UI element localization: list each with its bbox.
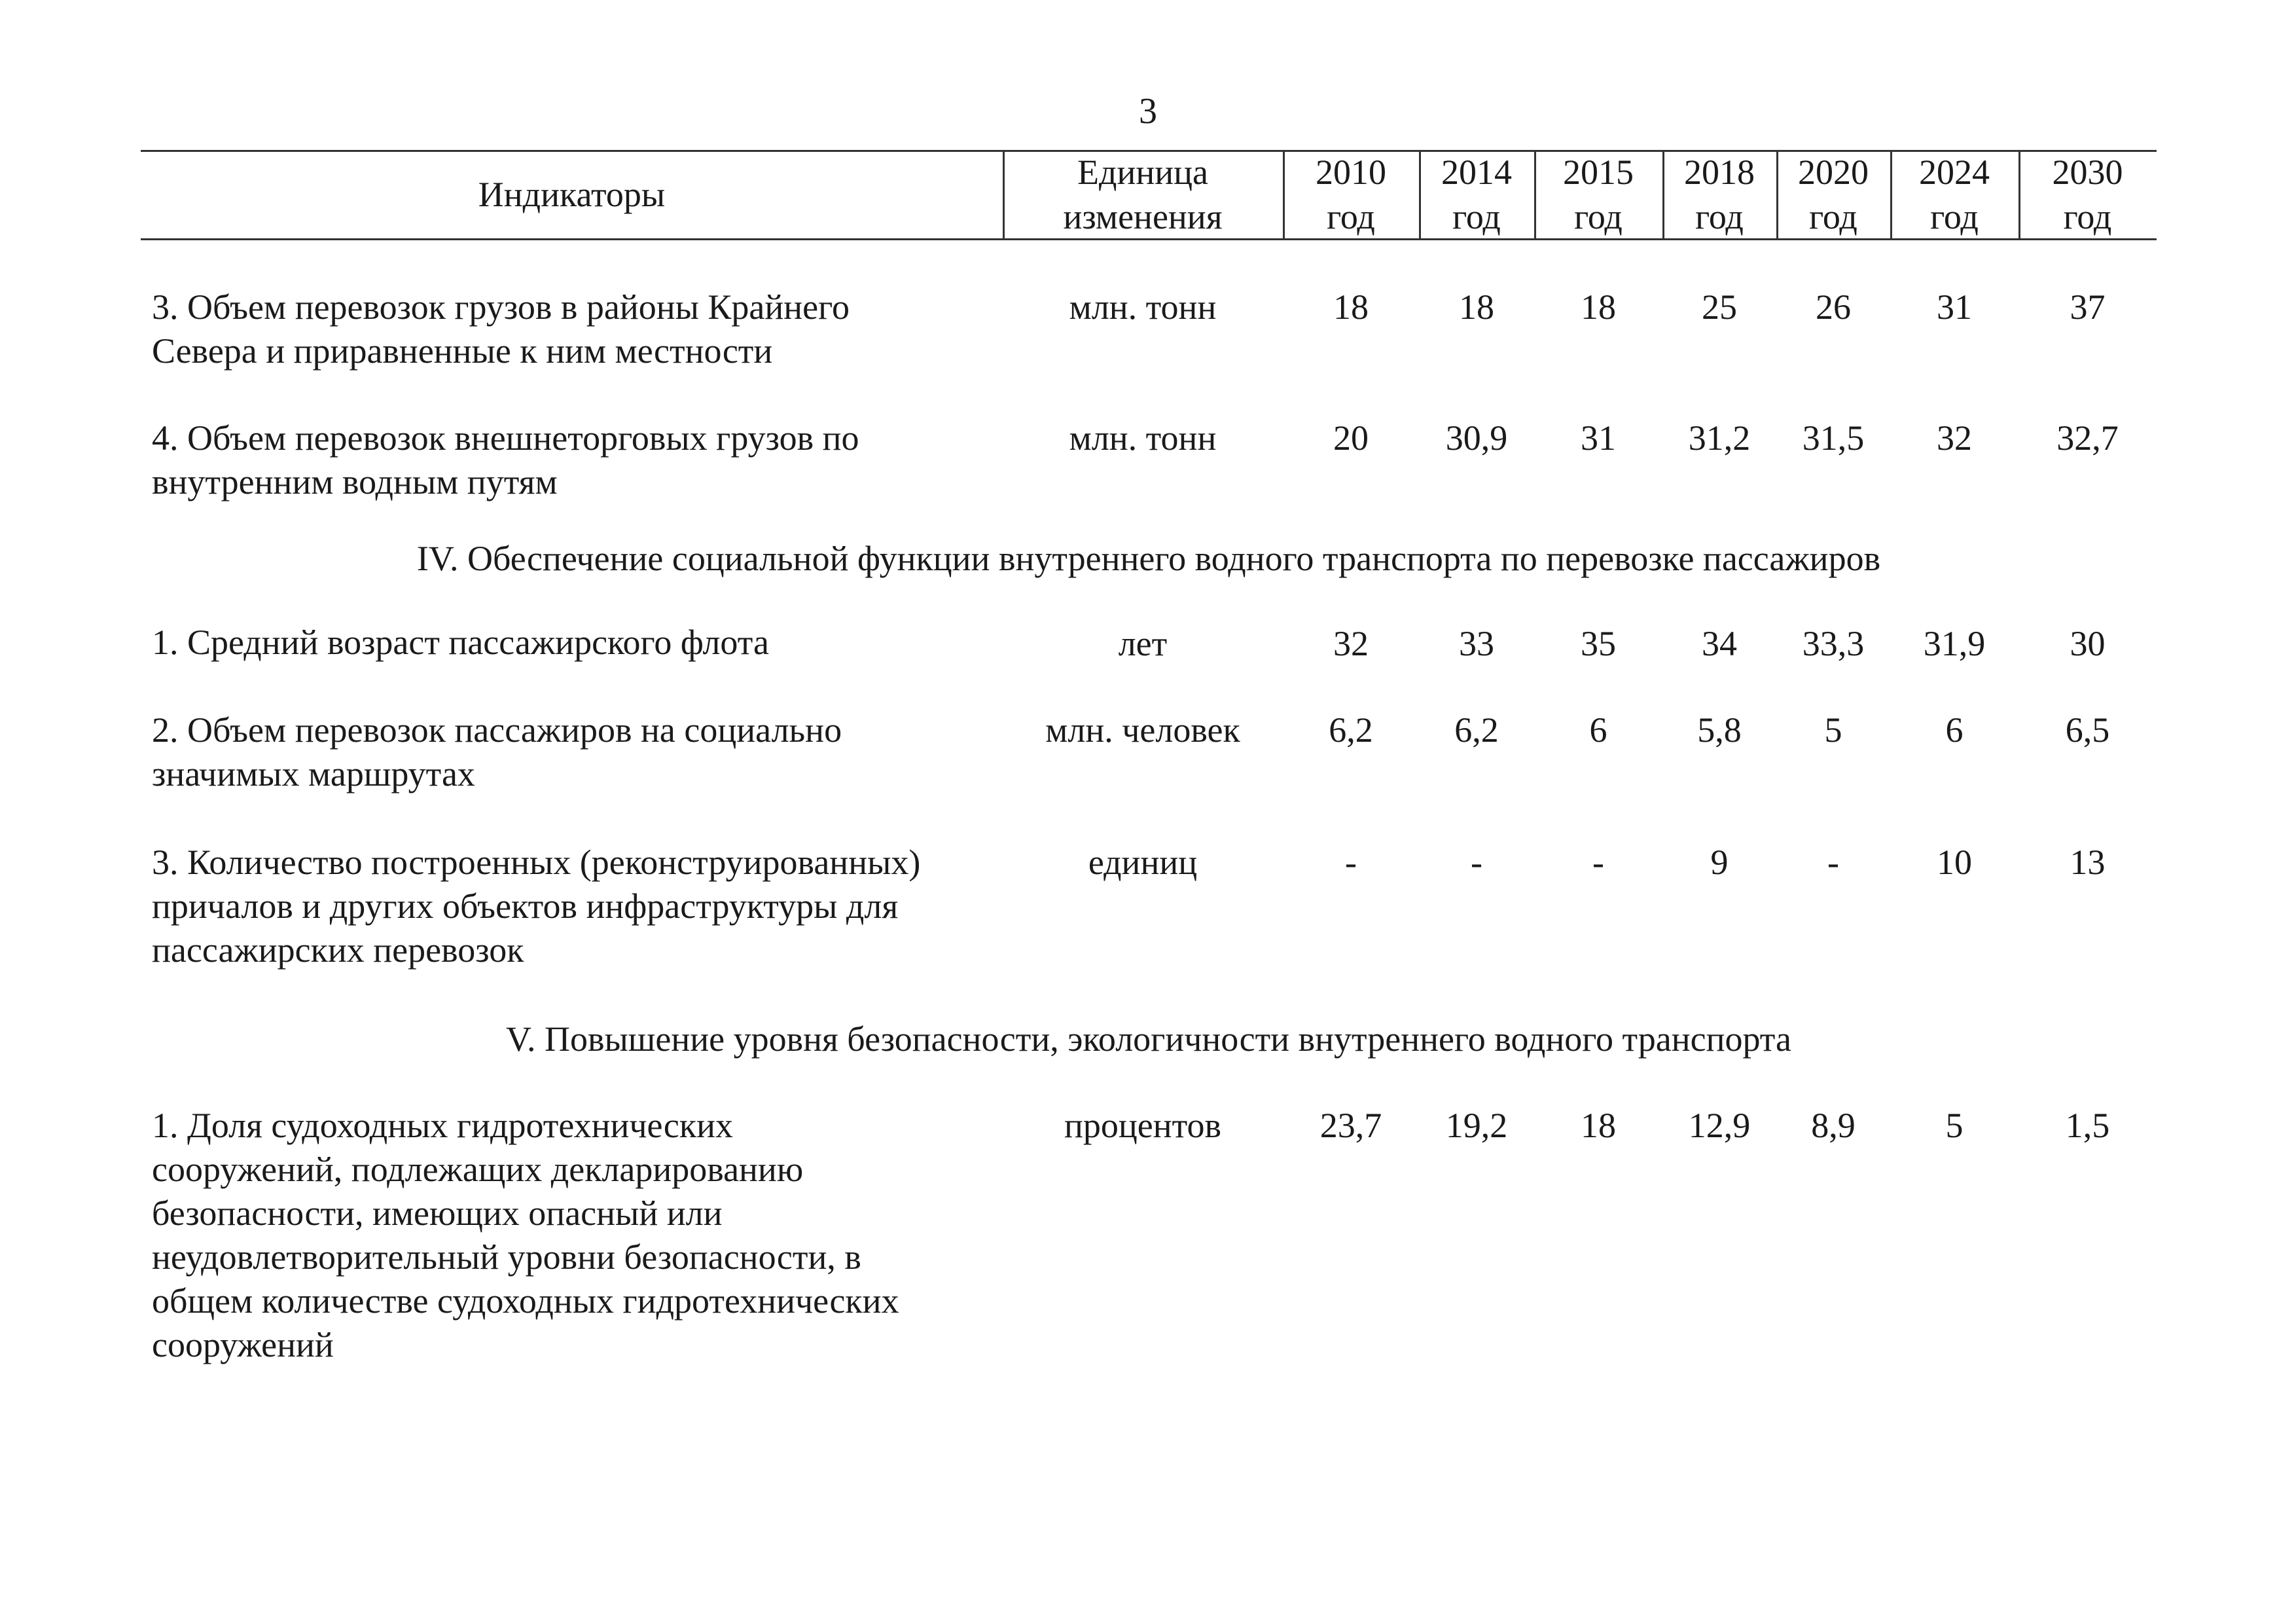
header-year: 2015 xyxy=(1563,153,1634,192)
header-unit xyxy=(1003,151,1283,238)
header-year-2015 xyxy=(1534,151,1662,238)
unit-cell: млн. человек xyxy=(1045,710,1240,750)
header-year-2020 xyxy=(1776,151,1890,238)
unit-cell: лет xyxy=(1118,624,1168,663)
header-indicators-label: Индикаторы xyxy=(478,175,666,214)
header-year-label: год xyxy=(1327,197,1375,236)
header-year-2010 xyxy=(1283,151,1419,238)
indicator-line: внутренним водным путям xyxy=(152,462,558,501)
value-cell: 26 xyxy=(1816,287,1851,327)
value-cell: 8,9 xyxy=(1811,1106,1856,1145)
header-unit-line: изменения xyxy=(1063,197,1223,236)
header-year-label: год xyxy=(1452,197,1501,236)
indicator-name xyxy=(152,1104,1009,1367)
indicator-line: 1. Доля судоходных гидротехнических xyxy=(152,1106,733,1145)
value-cell: - xyxy=(1471,843,1482,882)
value-cell: 18 xyxy=(1459,287,1494,327)
value-cell: 32 xyxy=(1333,624,1369,663)
indicator-line: 2. Объем перевозок пассажиров на социально xyxy=(152,710,842,750)
header-year-label: год xyxy=(1574,197,1623,236)
unit-cell: млн. тонн xyxy=(1069,287,1217,327)
header-year: 2014 xyxy=(1441,153,1512,192)
header-year-2014 xyxy=(1419,151,1534,238)
unit-cell: процентов xyxy=(1064,1106,1222,1145)
value-cell: 32 xyxy=(1937,418,1972,458)
value-cell: 5 xyxy=(1824,710,1842,750)
header-year: 2010 xyxy=(1316,153,1386,192)
value-cell: 6 xyxy=(1945,710,1964,750)
value-cell: 33,3 xyxy=(1802,624,1865,663)
header-year: 2018 xyxy=(1684,153,1755,192)
indicator-name xyxy=(152,416,1009,504)
value-cell: 6,2 xyxy=(1454,710,1499,750)
value-cell: 35 xyxy=(1581,624,1616,663)
value-cell: 5,8 xyxy=(1697,710,1742,750)
header-year-label: год xyxy=(1930,197,1979,236)
indicator-name xyxy=(152,285,1009,373)
header-year-2030 xyxy=(2018,151,2157,238)
indicator-name xyxy=(152,621,1009,665)
value-cell: 12,9 xyxy=(1688,1106,1751,1145)
header-year-2018 xyxy=(1662,151,1776,238)
indicator-line: Севера и приравненные к ним местности xyxy=(152,331,773,371)
indicator-line: неудовлетворительный уровни безопасности, в xyxy=(152,1237,861,1277)
value-cell: 5 xyxy=(1945,1106,1964,1145)
value-cell: 30,9 xyxy=(1445,418,1508,458)
value-cell: 31,9 xyxy=(1923,624,1986,663)
header-year-2024 xyxy=(1890,151,2018,238)
header-year-label: год xyxy=(1809,197,1857,236)
value-cell: 18 xyxy=(1581,287,1616,327)
value-cell: 32,7 xyxy=(2056,418,2119,458)
value-cell: 6 xyxy=(1589,710,1607,750)
value-cell: 33 xyxy=(1459,624,1494,663)
indicator-line: 1. Средний возраст пассажирского флота xyxy=(152,623,769,662)
indicator-line: сооружений, подлежащих декларированию xyxy=(152,1150,804,1189)
value-cell: 10 xyxy=(1937,843,1972,882)
value-cell: - xyxy=(1345,843,1357,882)
indicator-line: 4. Объем перевозок внешнеторговых грузов по xyxy=(152,418,859,458)
value-cell: 20 xyxy=(1333,418,1369,458)
value-cell: 9 xyxy=(1710,843,1729,882)
value-cell: 31,2 xyxy=(1688,418,1751,458)
value-cell: 6,5 xyxy=(2065,710,2110,750)
value-cell: 6,2 xyxy=(1329,710,1373,750)
indicator-line: значимых маршрутах xyxy=(152,754,475,793)
section-title-v: V. Повышение уровня безопасности, экологичности внутреннего водного транспорта xyxy=(505,1019,1792,1059)
indicator-line: общем количестве судоходных гидротехнических xyxy=(152,1281,899,1321)
indicator-line: пассажирских перевозок xyxy=(152,930,524,970)
header-year-label: год xyxy=(2063,197,2112,236)
value-cell: 18 xyxy=(1581,1106,1616,1145)
value-cell: 13 xyxy=(2070,843,2106,882)
value-cell: - xyxy=(1827,843,1839,882)
value-cell: 18 xyxy=(1333,287,1369,327)
header-year: 2020 xyxy=(1798,153,1869,192)
unit-cell: единиц xyxy=(1088,843,1198,882)
section-title-iv: IV. Обеспечение социальной функции внутреннего водного транспорта по перевозке пассажиров xyxy=(416,539,1881,578)
value-cell: 19,2 xyxy=(1445,1106,1508,1145)
indicator-line: безопасности, имеющих опасный или xyxy=(152,1194,723,1233)
value-cell: 23,7 xyxy=(1319,1106,1382,1145)
indicator-line: 3. Количество построенных (реконструированных) xyxy=(152,843,921,882)
value-cell: 1,5 xyxy=(2065,1106,2110,1145)
value-cell: 25 xyxy=(1702,287,1737,327)
header-year: 2024 xyxy=(1919,153,1990,192)
header-unit-line: Единица xyxy=(1077,153,1209,192)
indicator-line: причалов и других объектов инфраструктуры для xyxy=(152,886,899,926)
indicator-line: 3. Объем перевозок грузов в районы Крайнего xyxy=(152,287,850,327)
value-cell: 31 xyxy=(1581,418,1616,458)
value-cell: 37 xyxy=(2070,287,2106,327)
indicator-name xyxy=(152,708,1009,796)
value-cell: - xyxy=(1592,843,1604,882)
indicator-name xyxy=(152,841,1009,972)
value-cell: 30 xyxy=(2070,624,2106,663)
unit-cell: млн. тонн xyxy=(1069,418,1217,458)
indicator-line: сооружений xyxy=(152,1325,334,1364)
header-year: 2030 xyxy=(2052,153,2123,192)
page-number: 3 xyxy=(1139,91,1157,132)
value-cell: 31 xyxy=(1937,287,1972,327)
value-cell: 31,5 xyxy=(1802,418,1865,458)
header-year-label: год xyxy=(1695,197,1744,236)
header-indicators xyxy=(141,151,1003,238)
value-cell: 34 xyxy=(1702,624,1737,663)
